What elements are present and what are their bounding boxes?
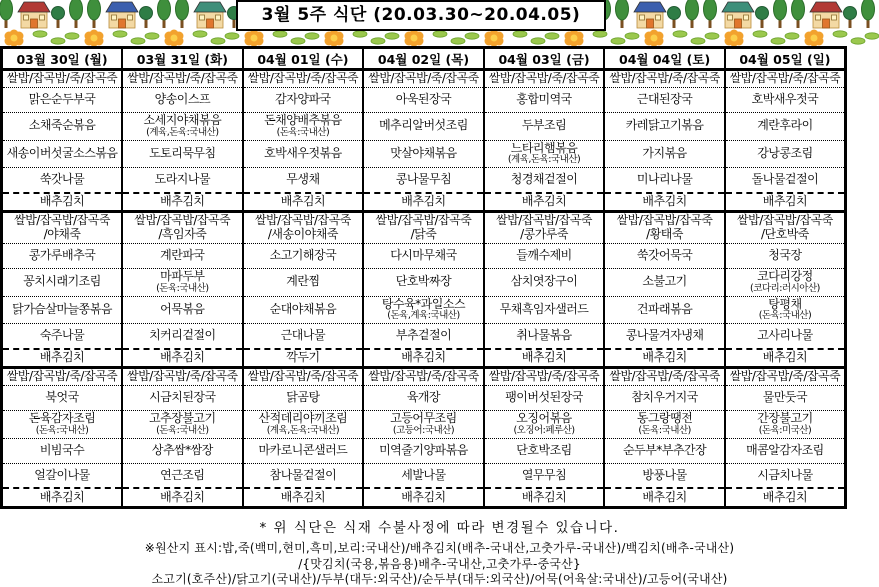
menu-cell: 두부조림 — [484, 112, 605, 140]
menu-cell: 카레닭고기볶음 — [604, 112, 725, 140]
breakfast-menu-row — [2, 140, 846, 168]
menu-cell: 간장불고기 (돈육:미국산) — [725, 411, 846, 439]
menu-cell: 쌀밥/잡곡밥/잡곡죽 /새송이야채죽 — [243, 212, 364, 244]
menu-cell: 배추김치 — [122, 349, 243, 368]
menu-cell: 쌀밥/잡곡밥/죽/잡곡죽 — [122, 70, 243, 88]
leaf-icon — [851, 38, 865, 44]
menu-cell: 배추김치 — [2, 349, 123, 368]
menu-cell: 홍합미역국 — [484, 87, 605, 112]
flower-icon — [165, 30, 184, 47]
menu-cell: 도라지나물 — [122, 168, 243, 193]
round-tree-icon — [668, 7, 681, 29]
leaf-icon — [691, 38, 705, 44]
flower-icon — [485, 30, 504, 47]
menu-cell: 느타리햄볶음 (계육,돈육:국내산) — [484, 140, 605, 168]
menu-cell: 단호박짜장 — [363, 268, 484, 296]
lunch-menu-row — [2, 268, 846, 296]
menu-cell: 배추김치 — [725, 193, 846, 212]
round-tree-icon — [844, 7, 857, 29]
day-header: 03월 31일 (화) — [122, 48, 243, 70]
menu-cell: 도토리묵무침 — [122, 140, 243, 168]
menu-cell: 배추김치 — [484, 488, 605, 507]
lunch-kimchi-row — [2, 349, 846, 368]
menu-cell: 쑥갓어묵국 — [604, 243, 725, 268]
menu-cell: 배추김치 — [484, 349, 605, 368]
leaf-icon — [593, 31, 607, 37]
flower-icon — [85, 30, 104, 47]
menu-cell: 쌀밥/잡곡밥/죽/잡곡죽 — [484, 70, 605, 88]
menu-cell: 배추김치 — [604, 193, 725, 212]
house-icon — [634, 2, 666, 28]
tall-tree-icon — [0, 0, 13, 28]
menu-cell: 배추김치 — [2, 193, 123, 212]
menu-cell: 쌀밥/잡곡밥/죽/잡곡죽 — [725, 70, 846, 88]
flower-icon — [245, 30, 264, 47]
menu-cell: 얼갈이나물 — [2, 463, 123, 488]
day-header: 04월 02일 (목) — [363, 48, 484, 70]
menu-cell: 메추리알버섯조림 — [363, 112, 484, 140]
menu-cell: 들깨수제비 — [484, 243, 605, 268]
dinner-menu-row — [2, 438, 846, 463]
menu-cell: 마파두부 (돈육:국내산) — [122, 268, 243, 296]
round-tree-icon — [140, 7, 153, 29]
note-origin-line-3: 소고기(호주산)/닭고기(국내산)/두부(대두:외국산)/순두부(대두:외국산)/어묵(어육살:국내산)/고등어(국내산) — [151, 572, 728, 587]
menu-cell: 배추김치 — [725, 349, 846, 368]
menu-cell: 쌀밥/잡곡밥/죽/잡곡죽 — [2, 70, 123, 88]
menu-cell: 청국장 — [725, 243, 846, 268]
menu-cell: 쌀밥/잡곡밥/죽/잡곡죽 — [604, 70, 725, 88]
menu-cell: 배추김치 — [725, 488, 846, 507]
menu-cell: 소채죽순볶음 — [2, 112, 123, 140]
menu-cell: 호박새우젓볶음 — [243, 140, 364, 168]
menu-cell: 쌀밥/잡곡밥/죽/잡곡죽 — [363, 368, 484, 386]
menu-cell: 무생채 — [243, 168, 364, 193]
menu-cell: 맑은순두부국 — [2, 87, 123, 112]
menu-cell: 북엇국 — [2, 386, 123, 411]
footer-notes — [0, 516, 879, 587]
tall-tree-icon — [774, 0, 787, 28]
menu-cell: 돈채양배추볶음 (돈육:국내산) — [243, 112, 364, 140]
menu-cell: 배추김치 — [243, 488, 364, 507]
menu-cell: 닭가슴살마늘쫑볶음 — [2, 296, 123, 324]
menu-cell: 참치우거지국 — [604, 386, 725, 411]
menu-cell: 오징어볶음 (오징어:페루산) — [484, 411, 605, 439]
menu-cell: 시금치된장국 — [122, 386, 243, 411]
dinner-rice-row — [2, 368, 846, 386]
menu-cell: 배추김치 — [363, 193, 484, 212]
menu-cell: 콩나물겨자냉채 — [604, 324, 725, 349]
leaf-icon — [51, 38, 65, 44]
menu-cell: 배추김치 — [363, 349, 484, 368]
dinner-menu-row — [2, 386, 846, 411]
page-title: 3월 5주 식단 (20.03.30~20.04.05) — [236, 0, 606, 31]
menu-cell: 상추쌈*쌈장 — [122, 438, 243, 463]
leaf-icon — [291, 38, 305, 44]
menu-cell: 쌀밥/잡곡밥/죽/잡곡죽 — [243, 368, 364, 386]
menu-cell: 쌀밥/잡곡밥/죽/잡곡죽 — [725, 368, 846, 386]
leaf-icon — [193, 31, 207, 37]
flower-icon — [565, 30, 584, 47]
menu-cell: 배추김치 — [604, 488, 725, 507]
leaf-icon — [225, 33, 239, 39]
menu-cell: 방풍나물 — [604, 463, 725, 488]
menu-cell: 쌀밥/잡곡밥/잡곡죽 /야채죽 — [2, 212, 123, 244]
menu-cell: 가지볶음 — [604, 140, 725, 168]
leaf-icon — [753, 31, 767, 37]
leaf-icon — [273, 31, 287, 37]
tall-tree-icon — [176, 0, 189, 28]
menu-cell: 쌀밥/잡곡밥/죽/잡곡죽 — [122, 368, 243, 386]
menu-cell: 계란찜 — [243, 268, 364, 296]
tall-tree-icon — [704, 0, 717, 28]
menu-cell: 쑥갓나물 — [2, 168, 123, 193]
menu-cell: 어묵볶음 — [122, 296, 243, 324]
day-header: 04월 01일 (수) — [243, 48, 364, 70]
leaf-icon — [531, 38, 545, 44]
house-icon — [810, 2, 842, 28]
menu-cell: 강낭콩조림 — [725, 140, 846, 168]
menu-cell: 물만둣국 — [725, 386, 846, 411]
flower-icon — [725, 30, 744, 47]
menu-cell: 미역줄기양파볶음 — [363, 438, 484, 463]
menu-cell: 소불고기 — [604, 268, 725, 296]
menu-cell: 참나물겉절이 — [243, 463, 364, 488]
leaf-icon — [113, 31, 127, 37]
menu-cell: 꽁치시래기조림 — [2, 268, 123, 296]
menu-cell: 계란파국 — [122, 243, 243, 268]
menu-cell: 팽이버섯된장국 — [484, 386, 605, 411]
lunch-menu-row — [2, 324, 846, 349]
leaf-icon — [545, 33, 559, 39]
menu-cell: 쌀밥/잡곡밥/잡곡죽 /황태죽 — [604, 212, 725, 244]
breakfast-rice-row — [2, 70, 846, 88]
menu-cell: 콩나물무침 — [363, 168, 484, 193]
tall-tree-icon — [616, 0, 629, 28]
note-origin-line-2: /{맛김치(국용,볶음용)배추-국내산,고춧가루-중국산} — [298, 556, 581, 571]
menu-cell: 쌀밥/잡곡밥/잡곡죽 /콩가루죽 — [484, 212, 605, 244]
leaf-icon — [625, 33, 639, 39]
menu-cell: 소세지야채볶음 (계육,돈육:국내산) — [122, 112, 243, 140]
menu-cell: 육개장 — [363, 386, 484, 411]
menu-cell: 계란후라이 — [725, 112, 846, 140]
menu-cell: 다시마무채국 — [363, 243, 484, 268]
round-tree-icon — [756, 7, 769, 29]
menu-cell: 배추김치 — [122, 488, 243, 507]
lunch-menu-row — [2, 243, 846, 268]
menu-cell: 열무무침 — [484, 463, 605, 488]
menu-cell: 아욱된장국 — [363, 87, 484, 112]
leaf-icon — [771, 38, 785, 44]
menu-cell: 배추김치 — [363, 488, 484, 507]
menu-cell: 배추김치 — [2, 488, 123, 507]
menu-cell: 시금치나물 — [725, 463, 846, 488]
breakfast-kimchi-row — [2, 193, 846, 212]
flower-icon — [405, 30, 424, 47]
menu-cell: 미나리나물 — [604, 168, 725, 193]
menu-cell: 쌀밥/잡곡밥/잡곡죽 /닭죽 — [363, 212, 484, 244]
leaf-icon — [211, 38, 225, 44]
menu-cell: 호박새우젓국 — [725, 87, 846, 112]
menu-cell: 쌀밥/잡곡밥/죽/잡곡죽 — [243, 70, 364, 88]
menu-cell: 탕수육*과일소스 (돈육,계육:국내산) — [363, 296, 484, 324]
menu-cell: 청경채겉절이 — [484, 168, 605, 193]
day-header: 04월 03일 (금) — [484, 48, 605, 70]
house-icon — [722, 2, 754, 28]
leaf-icon — [611, 38, 625, 44]
menu-cell: 무채흑임자샐러드 — [484, 296, 605, 324]
dinner-menu-row — [2, 411, 846, 439]
round-tree-icon — [52, 7, 65, 29]
dinner-menu-row — [2, 463, 846, 488]
tall-tree-icon — [792, 0, 805, 28]
menu-cell: 숙주나물 — [2, 324, 123, 349]
menu-cell: 깍두기 — [243, 349, 364, 368]
house-icon — [106, 2, 138, 28]
menu-cell: 맛살야채볶음 — [363, 140, 484, 168]
menu-cell: 동그랑땡전 (돈육:국내산) — [604, 411, 725, 439]
leaf-icon — [465, 33, 479, 39]
leaf-icon — [145, 33, 159, 39]
menu-cell: 삼치엿장구이 — [484, 268, 605, 296]
menu-cell: 감자양파국 — [243, 87, 364, 112]
leaf-icon — [705, 33, 719, 39]
leaf-icon — [33, 31, 47, 37]
day-header: 03월 30일 (월) — [2, 48, 123, 70]
header-decoration — [0, 0, 879, 46]
breakfast-menu-row — [2, 168, 846, 193]
leaf-icon — [833, 31, 847, 37]
menu-cell: 쌀밥/잡곡밥/죽/잡곡죽 — [484, 368, 605, 386]
menu-cell: 마카로니콘샐러드 — [243, 438, 364, 463]
menu-cell: 콩가루배추국 — [2, 243, 123, 268]
menu-cell: 고사리나물 — [725, 324, 846, 349]
house-icon — [18, 2, 50, 28]
leaf-icon — [865, 33, 879, 39]
menu-cell: 순두부*부추간장 — [604, 438, 725, 463]
dinner-kimchi-row — [2, 488, 846, 507]
leaf-icon — [65, 33, 79, 39]
leaf-icon — [451, 38, 465, 44]
menu-cell: 건파래볶음 — [604, 296, 725, 324]
menu-cell: 산적데리야끼조림 (계육,돈육:국내산) — [243, 411, 364, 439]
menu-cell: 취나물볶음 — [484, 324, 605, 349]
breakfast-menu-row — [2, 87, 846, 112]
menu-cell: 연근조림 — [122, 463, 243, 488]
menu-cell: 양송이스프 — [122, 87, 243, 112]
menu-cell: 쌀밥/잡곡밥/죽/잡곡죽 — [604, 368, 725, 386]
menu-cell: 근대된장국 — [604, 87, 725, 112]
menu-cell: 배추김치 — [604, 349, 725, 368]
leaf-icon — [433, 31, 447, 37]
menu-cell: 고등어무조림 (고등어:국내산) — [363, 411, 484, 439]
lunch-menu-row — [2, 296, 846, 324]
menu-cell: 매콤알감자조림 — [725, 438, 846, 463]
tall-tree-icon — [686, 0, 699, 28]
day-header: 04월 05일 (일) — [725, 48, 846, 70]
menu-cell: 부추겉절이 — [363, 324, 484, 349]
menu-cell: 코다리강정 (코다리:러시아산) — [725, 268, 846, 296]
menu-cell: 소고기해장국 — [243, 243, 364, 268]
menu-cell: 배추김치 — [484, 193, 605, 212]
menu-cell: 단호박조림 — [484, 438, 605, 463]
menu-cell: 배추김치 — [243, 193, 364, 212]
menu-cell: 닭곰탕 — [243, 386, 364, 411]
menu-cell: 순대야채볶음 — [243, 296, 364, 324]
leaf-icon — [673, 31, 687, 37]
leaf-icon — [385, 33, 399, 39]
menu-cell: 배추김치 — [122, 193, 243, 212]
menu-cell: 세발나물 — [363, 463, 484, 488]
menu-cell: 고추장불고기 (돈육:국내산) — [122, 411, 243, 439]
leaf-icon — [353, 31, 367, 37]
day-header: 04월 04일 (토) — [604, 48, 725, 70]
flower-icon — [325, 30, 344, 47]
menu-cell: 비빔국수 — [2, 438, 123, 463]
menu-cell: 돈육감자조림 (돈육:국내산) — [2, 411, 123, 439]
menu-cell: 쌀밥/잡곡밥/잡곡죽 /흑임자죽 — [122, 212, 243, 244]
leaf-icon — [305, 33, 319, 39]
menu-cell: 탕평채 (돈육:국내산) — [725, 296, 846, 324]
menu-cell: 새송이버섯굴소스볶음 — [2, 140, 123, 168]
note-change-disclaimer: * 위 식단은 식재 수불사정에 따라 변경될수 있습니다. — [259, 519, 620, 536]
breakfast-menu-row — [2, 112, 846, 140]
leaf-icon — [513, 31, 527, 37]
tall-tree-icon — [88, 0, 101, 28]
house-icon — [194, 2, 226, 28]
flower-icon — [805, 30, 824, 47]
flower-icon — [645, 30, 664, 47]
leaf-icon — [785, 33, 799, 39]
leaf-icon — [371, 38, 385, 44]
flower-icon — [5, 30, 24, 47]
tall-tree-icon — [70, 0, 83, 28]
menu-cell: 치커리겉절이 — [122, 324, 243, 349]
menu-cell: 돌나물겉절이 — [725, 168, 846, 193]
menu-table — [0, 46, 847, 509]
menu-cell: 쌀밥/잡곡밥/죽/잡곡죽 — [2, 368, 123, 386]
menu-cell: 근대나물 — [243, 324, 364, 349]
tall-tree-icon — [158, 0, 171, 28]
menu-cell: 쌀밥/잡곡밥/죽/잡곡죽 — [363, 70, 484, 88]
tall-tree-icon — [862, 0, 875, 28]
note-origin-line-1: ※원산지 표시:밥,죽(백미,현미,흑미,보리:국내산)/배추김치(배추-국내산,고춧가루-국내산)/백김치(배추-국내산) — [144, 540, 735, 555]
lunch-rice-row — [2, 212, 846, 244]
leaf-icon — [131, 38, 145, 44]
day-header-row — [2, 48, 846, 70]
menu-cell: 쌀밥/잡곡밥/잡곡죽 /단호박죽 — [725, 212, 846, 244]
